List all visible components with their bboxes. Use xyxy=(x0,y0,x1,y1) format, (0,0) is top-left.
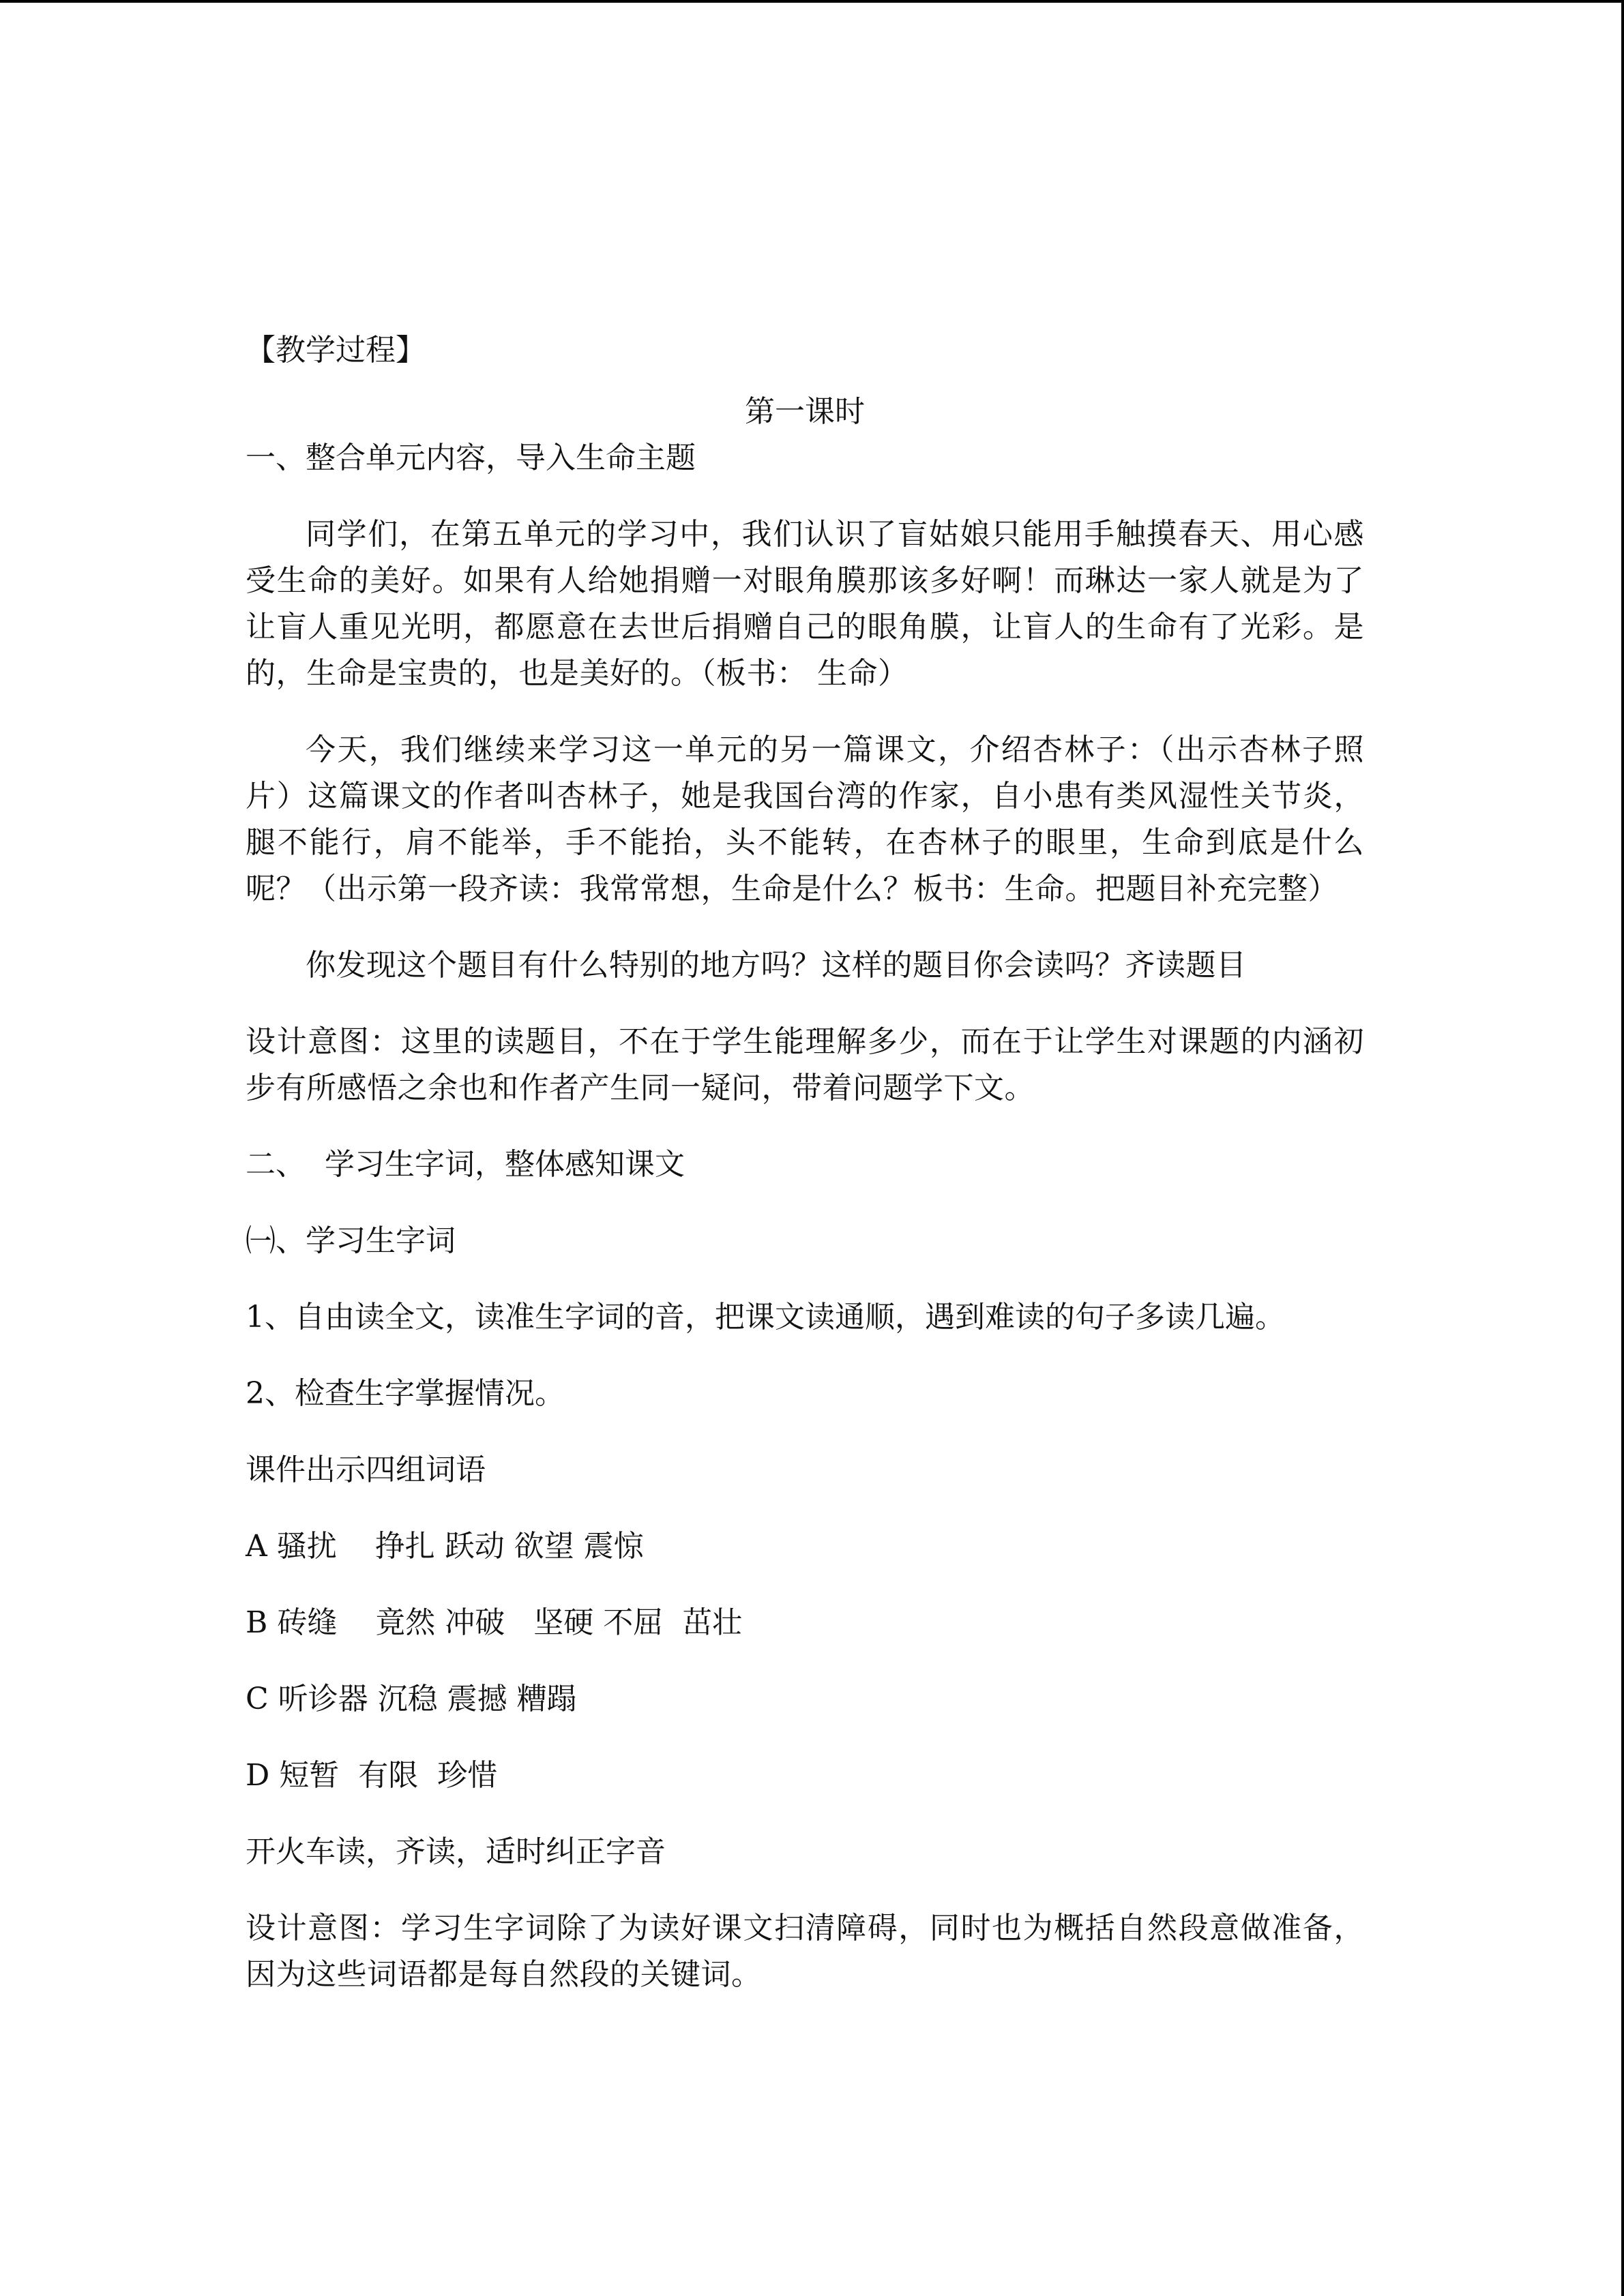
courseware-note: 课件出示四组词语 xyxy=(246,1452,486,1487)
word-group-c: C 听诊器 沉稳 震撼 糟蹋 xyxy=(246,1682,577,1716)
paragraph-intro-1: 同学们，在第五单元的学习中，我们认识了盲姑娘只能用手触摸春天、用心感受生命的美好。如果有人给她捐赠一对眼角膜那该多好啊！而琳达一家人就是为了让盲人重见光明，都愿意在去世后捐赠自己的眼角膜，让盲人的生命有了光彩。是的，生命是宝贵的，也是美好的。（板书： 生命） xyxy=(246,517,1364,691)
step-item-1: 1、自由读全文，读准生字词的音，把课文读通顺，遇到难读的句子多读几遍。 xyxy=(246,1300,1285,1335)
paragraph-intro-2: 今天，我们继续来学习这一单元的另一篇课文，介绍杏林子：（出示杏林子照片）这篇课文的作者叫杏林子，她是我国台湾的作家，自小患有类风湿性关节炎，腿不能行，肩不能举，手不能抬，头不能转，在杏林子的眼里，生命到底是什么呢？（出示第一段齐读：我常常想，生命是什么？板书：生命。把题目补充完整） xyxy=(246,732,1364,906)
lesson-title: 第一课时 xyxy=(745,394,865,429)
reading-activity: 开火车读，齐读，适时纠正字音 xyxy=(246,1834,666,1869)
section-1-title: 一、整合单元内容，导入生命主题 xyxy=(246,441,696,475)
page-border-right xyxy=(1621,0,1624,2296)
design-intent-1: 设计意图：这里的读题目，不在于学生能理解多少，而在于让学生对课题的内涵初步有所感悟之余也和作者产生同一疑问，带着问题学下文。 xyxy=(246,1024,1364,1105)
section-2-title: 二、 学习生字词，整体感知课文 xyxy=(246,1147,685,1182)
page-border-top xyxy=(0,0,1624,3)
document-page xyxy=(246,327,1364,1998)
paragraph-intro-3: 你发现这个题目有什么特别的地方吗？这样的题目你会读吗？齐读题目 xyxy=(306,948,1247,983)
word-group-a: A 骚扰 挣扎 跃动 欲望 震惊 xyxy=(246,1529,644,1564)
word-group-b: B 砖缝 竟然 冲破 坚硬 不屈 茁壮 xyxy=(246,1605,743,1640)
teaching-process-heading: 【教学过程】 xyxy=(246,333,426,368)
step-item-2: 2、检查生字掌握情况。 xyxy=(246,1376,565,1411)
word-group-d: D 短暂 有限 珍惜 xyxy=(246,1758,498,1793)
subsection-1-title: ㈠、学习生字词 xyxy=(246,1223,456,1258)
design-intent-2: 设计意图：学习生字词除了为读好课文扫清障碍，同时也为概括自然段意做准备，因为这些词语都是每自然段的关键词。 xyxy=(246,1911,1364,1992)
